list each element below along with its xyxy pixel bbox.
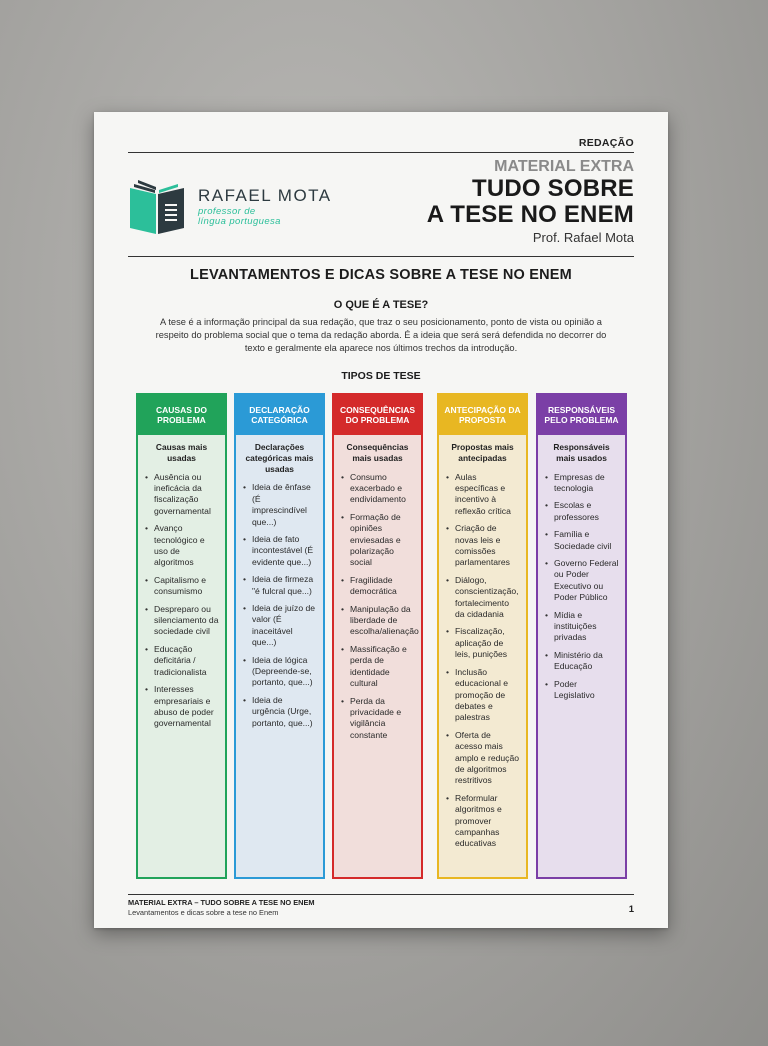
list-item: • Família e Sociedade civil: [544, 529, 619, 552]
thesis-type-column: [437, 393, 528, 879]
column-title: CAUSAS DO PROBLEMA: [138, 395, 225, 435]
column-title: RESPONSÁVEIS PELO PROBLEMA: [538, 395, 625, 435]
list-item: • Manipulação da liberdade de escolha/alienação: [340, 604, 415, 638]
list-item: • Formação de opiniões enviesadas e polarização social: [340, 512, 415, 569]
list-item: • Empresas de tecnologia: [544, 472, 619, 495]
title-divider: [128, 256, 634, 257]
title-line-1: TUDO SOBRE: [471, 175, 634, 202]
column-body: [236, 435, 323, 877]
column-subtitle: Causas mais usadas: [155, 442, 208, 463]
column-subtitle: Declarações categóricas mais usadas: [245, 442, 314, 474]
list-item: • Mídia e instituições privadas: [544, 610, 619, 644]
column-list: [144, 472, 219, 730]
thesis-type-column: [136, 393, 227, 879]
column-list: [242, 482, 317, 729]
list-item: • Ideia de ênfase (É imprescindível que...): [242, 482, 317, 528]
column-title: DECLARAÇÃO CATEGÓRICA: [236, 395, 323, 435]
list-item: • Educação deficitária / tradicionalista: [144, 644, 219, 678]
brand-name: RAFAEL MOTA: [198, 186, 332, 205]
list-item: • Poder Legislativo: [544, 679, 619, 702]
footer-subtitle: Levantamentos e dicas sobre a tese no Enem: [128, 908, 279, 917]
document-page: [94, 112, 668, 928]
list-item: • Perda da privacidade e vigilância constante: [340, 696, 415, 742]
list-item: • Ideia de firmeza "é fulcral que...): [242, 574, 317, 597]
list-item: • Interesses empresariais e abuso de poder governamental: [144, 684, 219, 730]
list-item: • Ideia de urgência (Urge, portanto, que...): [242, 695, 317, 729]
list-item: • Governo Federal ou Poder Executivo ou Poder Público: [544, 558, 619, 604]
list-item: • Consumo exacerbado e endividamento: [340, 472, 415, 506]
list-item: • Reformular algoritmos e promover campanhas educativas: [445, 793, 520, 850]
brand-tagline: [198, 207, 281, 227]
list-item: • Diálogo, conscientização, fortalecimento da cidadania: [445, 575, 520, 621]
list-item: • Avanço tecnológico e uso de algoritmos: [144, 523, 219, 569]
column-body: [538, 435, 625, 877]
intro-paragraph: A tese é a informação principal da sua redação, que traz o seu posicionamento, ponto de vista ou opinião a respeito do problema social que o tema da redação aborda. É a ideia que será será defendida no decorrer do texto e geralmente ela aparece nos últimos trechos da introdução.: [155, 317, 607, 353]
question-heading: O QUE É A TESE?: [333, 299, 429, 311]
thesis-type-column: [234, 393, 325, 879]
list-item: • Massificação e perda de identidade cultural: [340, 644, 415, 690]
list-item: • Ideia de lógica (Depreende-se, portanto, que...): [242, 655, 317, 689]
list-item: • Aulas específicas e incentivo à reflexão crítica: [445, 472, 520, 518]
thesis-type-column: [536, 393, 627, 879]
brand-tagline-line2: língua portuguesa: [198, 216, 281, 227]
title-line-2: A TESE NO ENEM: [426, 201, 634, 228]
column-list: [544, 472, 619, 702]
list-item: • Ideia de fato incontestável (É evidente que...): [242, 534, 317, 568]
title-kicker: MATERIAL EXTRA: [494, 158, 634, 175]
column-body: [138, 435, 225, 877]
footer-divider: [128, 894, 634, 895]
list-item: • Despreparo ou silenciamento da sociedade civil: [144, 604, 219, 638]
list-item: • Escolas e professores: [544, 500, 619, 523]
column-list: [340, 471, 419, 742]
page-number: 1: [628, 904, 634, 915]
list-item: • Fragilidade democrática: [340, 575, 415, 598]
open-book-icon: [126, 178, 188, 236]
list-item: • Inclusão educacional e promoção de debates e palestras: [445, 667, 520, 724]
footer-title: MATERIAL EXTRA – TUDO SOBRE A TESE NO ENEM: [128, 898, 315, 907]
column-subtitle: Responsáveis mais usados: [553, 442, 610, 463]
column-subtitle: Consequências mais usadas: [346, 442, 409, 463]
column-title: ANTECIPAÇÃO DA PROPOSTA: [439, 395, 526, 435]
list-item: • Ministério da Educação: [544, 650, 619, 673]
list-item: • Capitalismo e consumismo: [144, 575, 219, 598]
brand-tagline-line1: professor de: [198, 206, 256, 217]
document-title-block: [427, 158, 634, 245]
column-list: [445, 472, 520, 850]
list-item: • Ausência ou ineficácia da fiscalização governamental: [144, 472, 219, 518]
list-item: • Criação de novas leis e comissões parlamentares: [445, 523, 520, 569]
list-item: • Fiscalização, aplicação de leis, punições: [445, 626, 520, 660]
section-label: REDAÇÃO: [578, 137, 634, 149]
column-title: CONSEQUÊNCIAS DO PROBLEMA: [334, 395, 421, 435]
list-item: • Oferta de acesso mais amplo e redução de algoritmos restritivos: [445, 730, 520, 787]
author-name: Prof. Rafael Mota: [532, 230, 634, 245]
list-item: • Ideia de juízo de valor (É inaceitável que...): [242, 603, 317, 649]
header-divider: [128, 152, 634, 153]
types-heading: TIPOS DE TESE: [341, 370, 421, 382]
column-body: [334, 435, 421, 877]
column-subtitle: Propostas mais antecipadas: [451, 442, 514, 463]
thesis-type-column: [332, 393, 423, 879]
brand-logo: [126, 178, 426, 238]
section-heading: LEVANTAMENTOS E DICAS SOBRE A TESE NO ENEM: [190, 267, 572, 283]
column-body: [439, 435, 526, 877]
